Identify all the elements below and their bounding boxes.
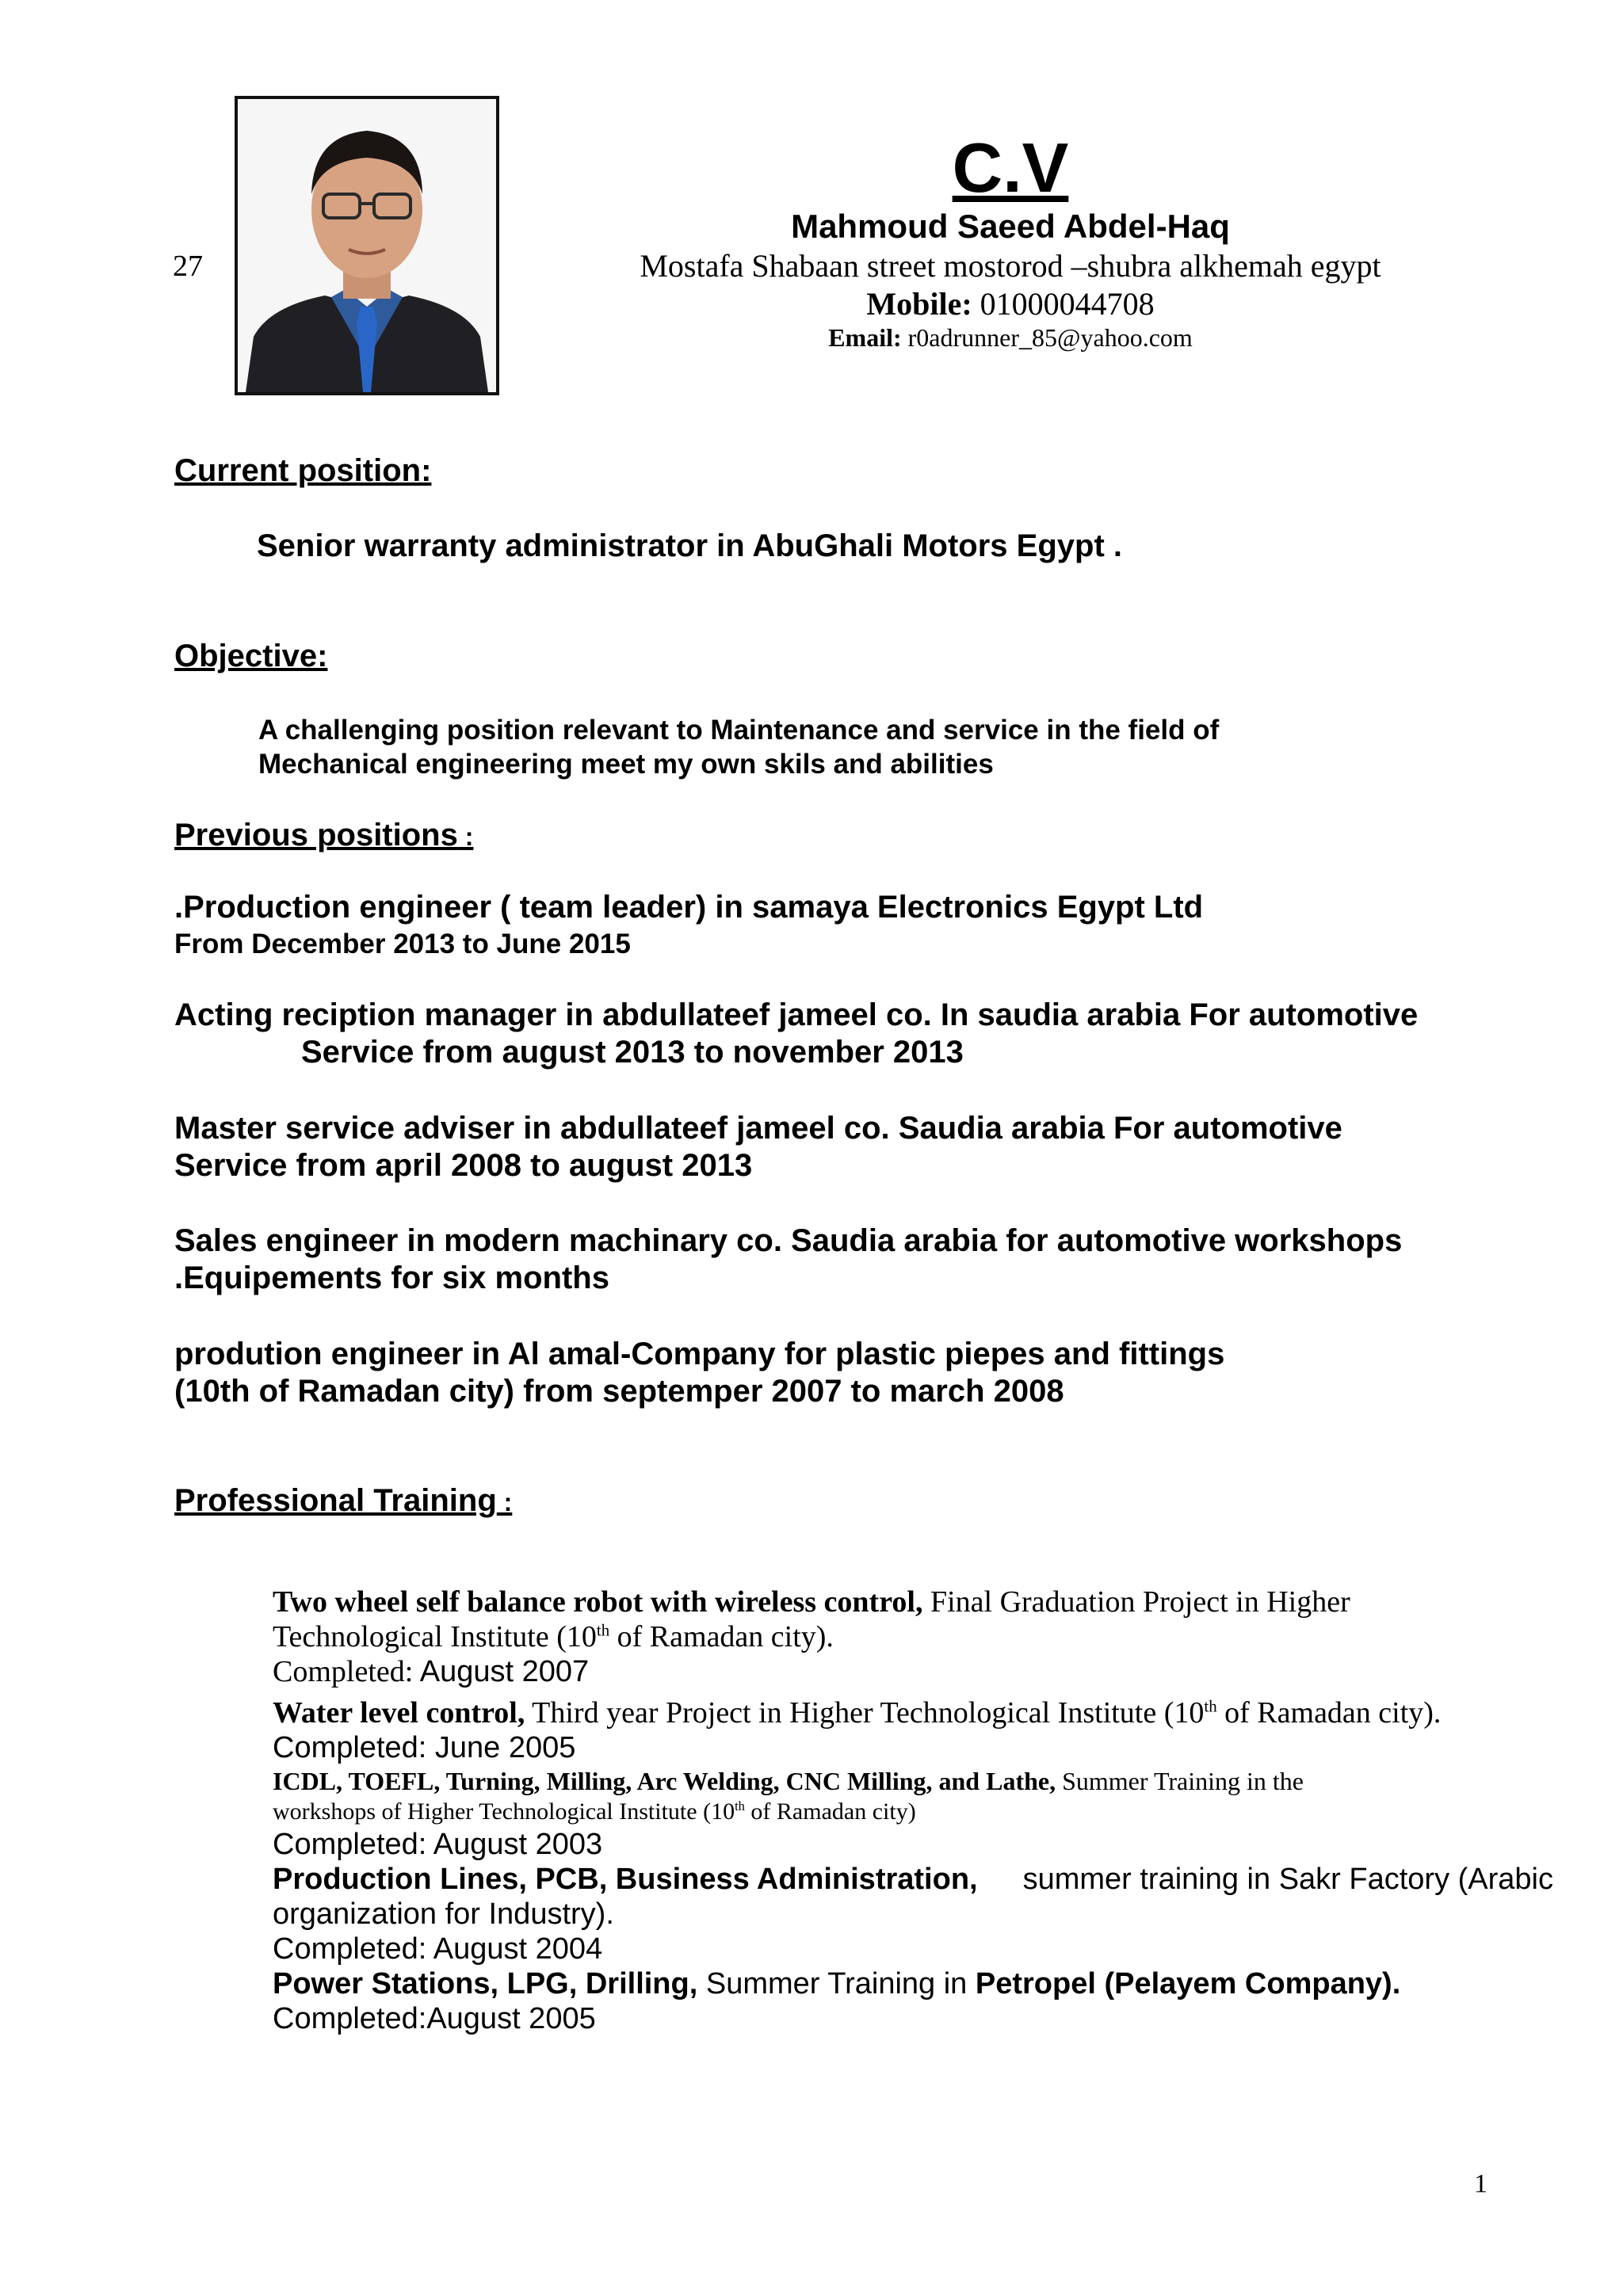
training-item-bold: Power Stations, LPG, Drilling, [273, 1967, 698, 2000]
page-number: 1 [1474, 2169, 1487, 2199]
objective-line: A challenging position relevant to Maintenance and service in the field of [258, 715, 1220, 746]
training-item-line [273, 1619, 1556, 1654]
current-position-heading: Current position: [174, 453, 432, 488]
training-item-line: organization for Industry). [273, 1897, 614, 1931]
training-heading-text: Professional Training [174, 1483, 497, 1518]
training-item-title [273, 1585, 1556, 1619]
page-title: C.V [952, 128, 1069, 207]
position-entry-dates: From December 2013 to June 2015 [174, 929, 631, 959]
training-item-bold: Water level control, [273, 1696, 525, 1730]
previous-positions-heading-colon: : [457, 822, 474, 851]
training-heading [174, 1483, 512, 1519]
training-item-sup: th [735, 1798, 745, 1814]
training-item-bold: Petropel (Pelayem Company). [975, 1967, 1401, 2000]
person-photo-icon [238, 99, 496, 392]
training-item-title [273, 1862, 1553, 1897]
training-item-text: Summer Training in [697, 1967, 976, 2000]
completed-date: August 2007 [413, 1655, 590, 1688]
age: 27 [173, 250, 203, 283]
training-item-completed: Completed: June 2005 [273, 1731, 576, 1764]
training-item-text: Third year Project in Higher Technological Institute (10 [525, 1696, 1205, 1730]
candidate-name: Mahmoud Saeed Abdel-Haq [791, 208, 1230, 245]
training-item-sup: th [1204, 1696, 1217, 1716]
position-entry-dates: Service from august 2013 to november 2013 [301, 1035, 964, 1070]
training-item-text: summer training in Sakr Factory (Arabic [1022, 1863, 1553, 1896]
position-entry-dates: .Equipements for six months [174, 1261, 609, 1295]
email-line [713, 323, 1308, 353]
training-heading-colon: : [496, 1488, 513, 1516]
position-entry-title: Master service adviser in abdullateef jameel co. Saudia arabia For automotive [174, 1111, 1342, 1146]
training-item-text: Final Graduation Project in Higher [922, 1585, 1350, 1619]
training-item-bold: ICDL, TOEFL, Turning, Milling, Arc Welding, CNC Milling, and Lathe, [273, 1767, 1056, 1795]
training-item-completed: Completed:August 2005 [273, 2002, 596, 2035]
previous-positions-heading [174, 818, 473, 853]
position-entry-title: .Production engineer ( team leader) in samaya Electronics Egypt Ltd [174, 890, 1204, 925]
training-item-title [273, 1695, 1556, 1730]
position-entry-title: Sales engineer in modern machinary co. Saudia arabia for automotive workshops [174, 1223, 1403, 1258]
position-entry-dates: Service from april 2008 to august 2013 [174, 1148, 753, 1183]
training-item-bold: Production Lines, PCB, Business Administration, [273, 1863, 978, 1896]
objective-heading: Objective: [174, 639, 328, 673]
address: Mostafa Shabaan street mostorod –shubra alkhemah egypt [640, 248, 1381, 284]
current-position-text: Senior warranty administrator in AbuGhali Motors Egypt . [257, 528, 1122, 563]
training-item-line [273, 1797, 1556, 1827]
email-label: Email: [828, 323, 902, 352]
objective-line: Mechanical engineering meet my own skils and abilities [258, 749, 994, 780]
mobile-label: Mobile: [866, 286, 972, 322]
training-list [273, 1585, 1556, 2036]
training-item-text: of Ramadan city). [1216, 1696, 1442, 1730]
training-item-completed [273, 1654, 1556, 1695]
training-item-title [273, 1966, 1556, 2001]
training-item-title [273, 1765, 1556, 1797]
training-item-text: Technological Institute (10 [273, 1620, 597, 1653]
position-entry-dates: (10th of Ramadan city) from septemper 2007 to march 2008 [174, 1374, 1064, 1409]
training-item-text: workshops of Higher Technological Institute (10 [273, 1798, 735, 1825]
training-item-text: Summer Training in the [1056, 1767, 1304, 1795]
training-item-text: of Ramadan city) [744, 1798, 916, 1825]
mobile-line [713, 285, 1308, 322]
previous-positions-heading-text: Previous positions [174, 818, 458, 852]
training-item-completed: Completed: August 2003 [273, 1828, 603, 1861]
training-item-bold: Two wheel self balance robot with wireless control, [273, 1585, 923, 1619]
mobile-value: 01000044708 [972, 286, 1155, 322]
completed-label: Completed: [273, 1655, 414, 1688]
profile-photo [235, 96, 499, 395]
training-item-completed: Completed: August 2004 [273, 1932, 603, 1966]
position-entry-title: prodution engineer in Al amal-Company for plastic piepes and fittings [174, 1337, 1225, 1371]
training-item-sup: th [596, 1620, 610, 1640]
email-value: r0adrunner_85@yahoo.com [901, 323, 1193, 352]
training-item-text: of Ramadan city). [609, 1620, 834, 1653]
position-entry-title: Acting reciption manager in abdullateef jameel co. In saudia arabia For automotive [174, 997, 1419, 1032]
